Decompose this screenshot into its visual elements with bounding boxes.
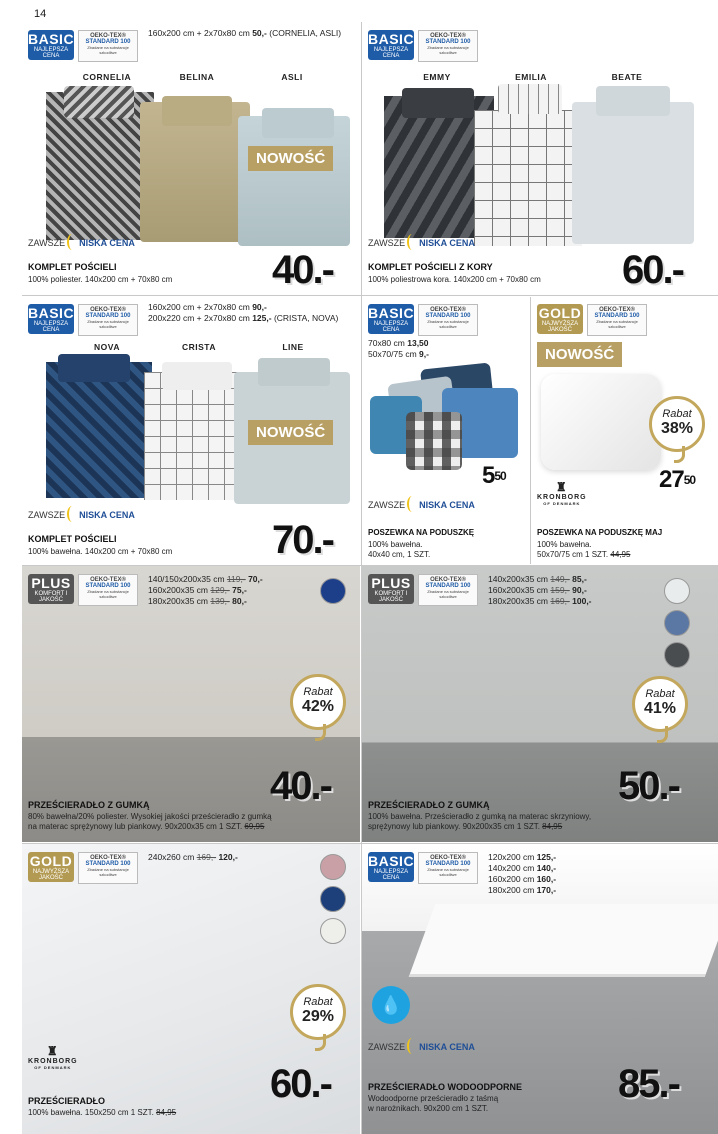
pillow-image [498, 84, 562, 114]
plus-badge: PLUS KOMFORT I JAKOŚĆ [28, 574, 74, 604]
rabat-badge: Rabat 38% [649, 396, 705, 452]
nowosc-badge: NOWOŚĆ [537, 342, 622, 367]
nowosc-badge: NOWOŚĆ [248, 420, 333, 445]
product-description: 100% poliestrowa kora. 140x200 cm + 70x80 cm [368, 275, 541, 284]
product-title: PRZEŚCIERADŁO WODOODPORNE [368, 1082, 523, 1092]
price: 60.- [270, 1062, 331, 1106]
price: 40.- [272, 248, 333, 292]
basic-badge: BASIC NAJLEPSZA CENA [368, 305, 415, 333]
oeko-tex-label: OEKO-TEX® STANDARD 100 Zbadane na substancje szkodliwe [418, 304, 478, 336]
bedding-image-crista [144, 372, 248, 500]
oeko-tex-label: OEKO-TEX® STANDARD 100 Zbadane na substancje szkodliwe [78, 852, 138, 884]
product-przescieradlo-z-gumka-50[interactable] [362, 566, 718, 842]
product-przescieradlo-wodoodporne[interactable] [362, 844, 718, 1134]
size-price-list: 140/150x200x35 cm 119,- 70,- 160x200x35 cm 129,- 75,- 180x200x35 cm 139,- 80,- [148, 574, 263, 606]
product-title: KOMPLET POŚCIELI [28, 262, 117, 272]
pillow-image [262, 108, 334, 138]
zawsze-niska-cena-logo: ZAWSZE NISKA CENA [368, 234, 475, 248]
rabat-badge: Rabat 42% [290, 674, 346, 730]
product-komplet-poscieli-70[interactable] [22, 296, 360, 564]
oeko-tex-label: OEKO-TEX® STANDARD 100 Zbadane na substancje szkodliwe [78, 304, 138, 336]
color-swatch[interactable] [320, 578, 346, 604]
product-title: POSZEWKA NA PODUSZKĘ [368, 528, 475, 537]
product-poszewka-maj[interactable] [531, 296, 718, 564]
oeko-tex-label: OEKO-TEX® STANDARD 100 Zbadane na substancje szkodliwe [587, 304, 647, 336]
price: $5^{50}$ [482, 462, 506, 489]
product-title: PRZEŚCIERADŁO Z GUMKĄ [28, 800, 150, 810]
oeko-tex-label: OEKO-TEX® STANDARD 100 Zbadane na substancje szkodliwe [418, 852, 478, 884]
rabat-badge: Rabat 29% [290, 984, 346, 1040]
size-price-list: 120x200 cm 125,- 140x200 cm 140,- 160x200 cm 160,- 180x200 cm 170,- [488, 852, 557, 895]
kronborg-logo: ♜ KRONBORG OF DENMARK [537, 480, 587, 506]
pillow-image [596, 86, 670, 116]
product-title: POSZEWKA NA PODUSZKĘ MAJ [537, 528, 663, 537]
variant-name: NOVA [94, 342, 120, 352]
variant-name: ASLI [281, 72, 303, 82]
product-komplet-poscieli-z-kory[interactable] [362, 22, 718, 294]
basic-badge: BASIC NAJLEPSZA CENA [368, 853, 415, 881]
zawsze-niska-cena-logo: ZAWSZE NISKA CENA [368, 1038, 475, 1052]
bedding-image-emilia [474, 110, 582, 246]
oeko-tex-label: OEKO-TEX® STANDARD 100 Zbadane na substancje szkodliwe [418, 574, 478, 606]
nowosc-badge: NOWOŚĆ [248, 146, 333, 171]
size-price-list: 160x200 cm + 2x70x80 cm 50,- (CORNELIA, ASLI) [148, 28, 342, 38]
variant-name: LINE [282, 342, 304, 352]
product-description: 100% bawełna. 50x70/75 cm 1 SZT. 44,95 [537, 540, 631, 559]
price: 70.- [272, 518, 333, 562]
size-price-list: 140x200x35 cm 149,- 85,- 160x200x35 cm 159,- 90,- 180x200x35 cm 169,- 100,- [488, 574, 592, 606]
gold-badge: GOLD NAJWYŻSZA JAKOŚĆ [538, 305, 582, 333]
variant-name: BEATE [611, 72, 643, 82]
variant-name: BELINA [179, 72, 215, 82]
oeko-tex-label: OEKO-TEX® STANDARD 100 Zbadane na substancje szkodliwe [78, 574, 138, 606]
product-przescieradlo-z-gumka-40[interactable] [22, 566, 360, 842]
cushion-image [406, 412, 462, 470]
zawsze-niska-cena-logo: ZAWSZE NISKA CENA [28, 234, 135, 248]
size-price-list: 160x200 cm + 2x70x80 cm 90,- 200x220 cm + 2x70x80 cm 125,- (CRISTA, NOVA) [148, 302, 339, 323]
bedding-image-nova [46, 362, 152, 498]
basic-badge: BASIC NAJLEPSZA CENA [368, 31, 415, 59]
product-description: Wodoodporne prześcieradło z taśmą w narożnikach. 90x200 cm 1 SZT. [368, 1094, 499, 1113]
product-description: 80% bawełna/20% poliester. Wysokiej jakości prześcieradło z gumką na materac sprężynowy lub piankowy. 90x200x35 cm 1 SZT. 69,95 [28, 812, 272, 831]
product-description: 100% bawełna. 140x200 cm + 70x80 cm [28, 547, 173, 556]
price: 60.- [622, 248, 683, 292]
color-swatch[interactable] [664, 578, 690, 604]
variant-name: CRISTA [181, 342, 216, 352]
page-number: 14 [34, 8, 47, 20]
plus-badge: PLUS KOMFORT I JAKOŚĆ [368, 574, 414, 604]
pillow-image [258, 358, 330, 386]
zawsze-niska-cena-logo: ZAWSZE NISKA CENA [368, 496, 475, 510]
product-description: 100% bawełna. 40x40 cm, 1 SZT. [368, 540, 431, 559]
pillow-image [58, 354, 130, 382]
color-swatch[interactable] [664, 610, 690, 636]
waterproof-icon: 💧 [372, 986, 410, 1024]
variant-name: CORNELIA [82, 72, 132, 82]
product-przescieradlo-60[interactable] [22, 844, 360, 1134]
variant-name: EMMY [423, 72, 451, 82]
product-poszewka-na-poduszke[interactable] [362, 296, 529, 564]
product-description: 100% bawełna. 150x250 cm 1 SZT. 84,95 [28, 1108, 177, 1117]
bedding-image-beate [572, 102, 694, 244]
product-title: KOMPLET POŚCIELI [28, 534, 117, 544]
kronborg-logo: ♜ KRONBORG OF DENMARK [28, 1044, 78, 1070]
price: 85.- [618, 1062, 679, 1106]
gold-badge: GOLD NAJWYŻSZA JAKOŚĆ [29, 853, 73, 881]
product-title: PRZEŚCIERADŁO Z GUMKĄ [368, 800, 490, 810]
product-komplet-poscieli-40[interactable] [22, 22, 360, 294]
color-swatch[interactable] [320, 918, 346, 944]
rabat-badge: Rabat 41% [632, 676, 688, 732]
zawsze-niska-cena-logo: ZAWSZE NISKA CENA [28, 506, 135, 520]
color-swatch[interactable] [320, 854, 346, 880]
variant-name: EMILIA [515, 72, 547, 82]
pillow-image [541, 374, 661, 470]
basic-badge: BASIC NAJLEPSZA CENA [28, 305, 75, 333]
product-title: PRZEŚCIERADŁO [28, 1096, 106, 1106]
size-price-list: 70x80 cm 13,50 50x70/75 cm 9,- [368, 338, 429, 359]
product-title: KOMPLET POŚCIELI Z KORY [368, 262, 493, 272]
protector-image [409, 904, 718, 977]
color-swatch[interactable] [320, 886, 346, 912]
pillow-image [402, 88, 474, 118]
size-price-list: 240x260 cm 169,- 120,- [148, 852, 238, 862]
product-description: 100% poliester. 140x200 cm + 70x80 cm [28, 275, 173, 284]
pillow-image [162, 96, 232, 126]
oeko-tex-label: OEKO-TEX® STANDARD 100 Zbadane na substancje szkodliwe [418, 30, 478, 62]
product-description: 100% bawełna. Prześcieradło z gumką na materac skrzyniowy, sprężynowy lub piankowy. 90x200x35 cm 1 SZT. 84,95 [368, 812, 592, 831]
pillow-image [64, 86, 134, 118]
pillow-image [162, 362, 232, 390]
price: 50.- [618, 764, 679, 808]
basic-badge: BASIC NAJLEPSZA CENA [28, 31, 75, 59]
color-swatch[interactable] [664, 642, 690, 668]
price: $27^{50}$ [659, 466, 696, 493]
oeko-tex-label: OEKO-TEX® STANDARD 100 Zbadane na substancje szkodliwe [78, 30, 138, 62]
price: 40.- [270, 764, 331, 808]
